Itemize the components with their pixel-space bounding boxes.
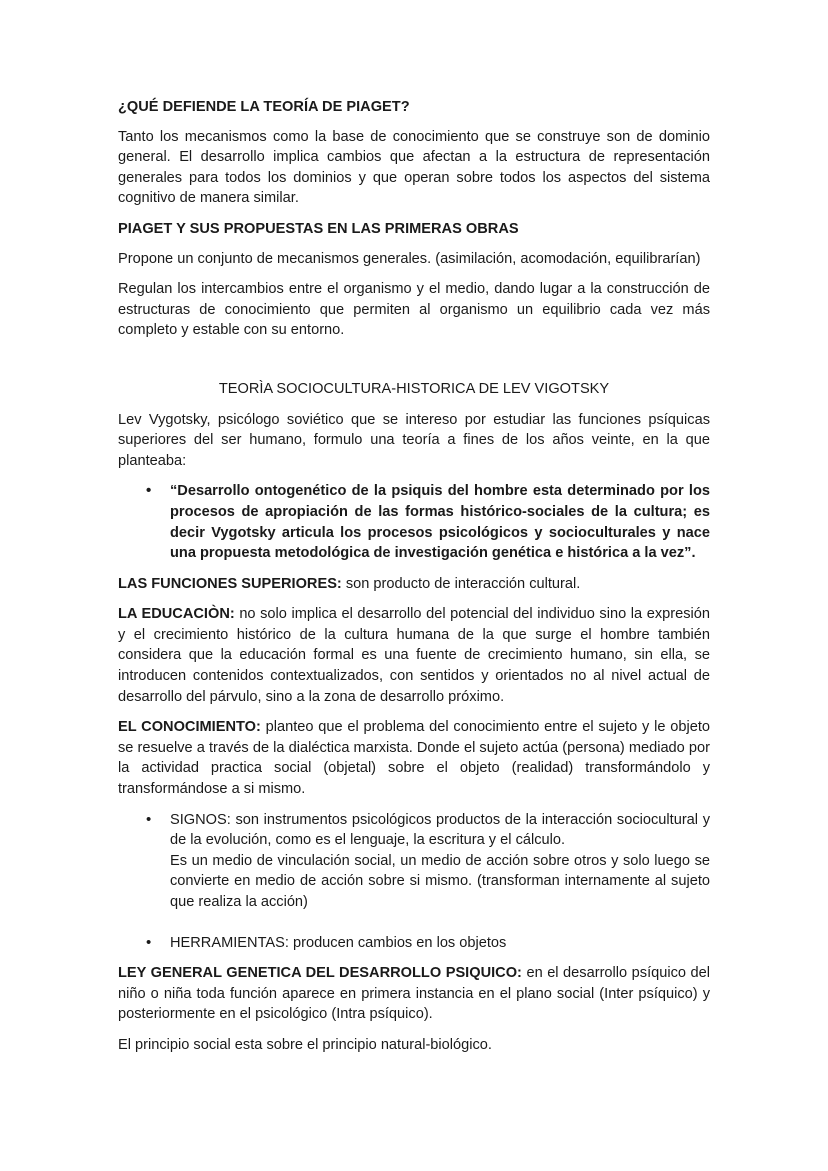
conocimiento-term: EL CONOCIMIENTO:	[118, 719, 261, 736]
signos-item	[170, 810, 710, 913]
vigotsky-intro: Lev Vygotsky, psicólogo soviético que se intereso por estudiar las funciones psíquicas superiores del ser humano, formulo una teoría a fines de los años veinte, en la que planteaba:	[118, 411, 710, 469]
piaget-heading: ¿QUÉ DEFIENDE LA TEORÍA DE PIAGET?	[118, 99, 410, 115]
signos-line-2: Es un medio de vinculación social, un medio de acción sobre otros y solo luego se convierte en medio de acción sobre si mismo. (transforman internamente al sujeto que realiza la acción)	[170, 852, 710, 910]
signos-line-1: • SIGNOS: son instrumentos psicológicos productos de la interacción sociocultural y de la evolución, como es el lenguaje, la escritura y el cálculo.	[170, 811, 710, 849]
educacion-paragraph	[118, 604, 710, 707]
piaget-paragraph-1: Tanto los mecanismos como la base de conocimiento que se construye son de dominio general. El desarrollo implica cambios que afectan a la estructura de representación generales para todos los dominios y que operan sobre todos los aspectos del sistema cognitivo de manera similar.	[118, 128, 710, 207]
piaget-paragraph-2: Propone un conjunto de mecanismos generales. (asimilación, acomodación, equilibrarían)	[118, 250, 701, 267]
funciones-term: LAS FUNCIONES SUPERIORES:	[118, 575, 342, 592]
quote-list	[118, 481, 710, 563]
piaget-subheading: PIAGET Y SUS PROPUESTAS EN LAS PRIMERAS OBRAS	[118, 220, 519, 237]
principio-paragraph: El principio social esta sobre el principio natural-biológico.	[118, 1036, 492, 1053]
ley-paragraph	[118, 963, 710, 1025]
ley-term: LEY GENERAL GENETICA DEL DESARROLLO PSIQUICO:	[118, 965, 522, 982]
ley-text: en el desarrollo psíquico del niño o niña toda función aparece en primera instancia en el plano social (Inter psíquico) y posteriormente en el psicológico (Intra psíquico).	[118, 965, 710, 1023]
herramientas-item: • HERRAMIENTAS: producen cambios en los objetos	[170, 933, 710, 954]
educacion-text: no solo implica el desarrollo del potencial del individuo sino la expresión y el crecimiento histórico de la cultura humana de la que surge el hombre también considera que la educación formal es una fuente de crecimiento humano, sin ella, se introducen contenidos contextualizados, con sentidos y orientados no al nivel actual de desarrollo del párvulo, sino a la zona de desarrollo próximo.	[118, 606, 710, 705]
educacion-term: LA EDUCACIÒN:	[118, 606, 235, 623]
vigotsky-title: TEORÌA SOCIOCULTURA-HISTORICA DE LEV VIGOTSKY	[218, 380, 610, 397]
instruments-list	[118, 810, 710, 954]
funciones-paragraph	[118, 574, 710, 595]
conocimiento-paragraph	[118, 717, 710, 799]
conocimiento-text: planteo que el problema del conocimiento entre el sujeto y le objeto se resuelve a través de la dialéctica marxista. Donde el sujeto actúa (persona) mediado por la actividad practica social (objetal) sobre el objeto (realidad) transformándolo y transformándose a si mismo.	[118, 719, 710, 798]
funciones-text: son producto de interacción cultural.	[341, 575, 581, 592]
piaget-paragraph-3: Regulan los intercambios entre el organismo y el medio, dando lugar a la construcción de estructuras de conocimiento que permiten al organismo un equilibrio cada vez más completo y estable con su entorno.	[118, 281, 710, 339]
section-gap	[118, 351, 710, 379]
quote-item: • “Desarrollo ontogenético de la psiquis del hombre esta determinado por los procesos de apropiación de las formas histórico-sociales de la cultura; es decir Vygotsky articula los procesos psicológicos y socioculturales y nace una propuesta metodológica de investigación genética e histórica a la vez”.	[170, 481, 710, 563]
